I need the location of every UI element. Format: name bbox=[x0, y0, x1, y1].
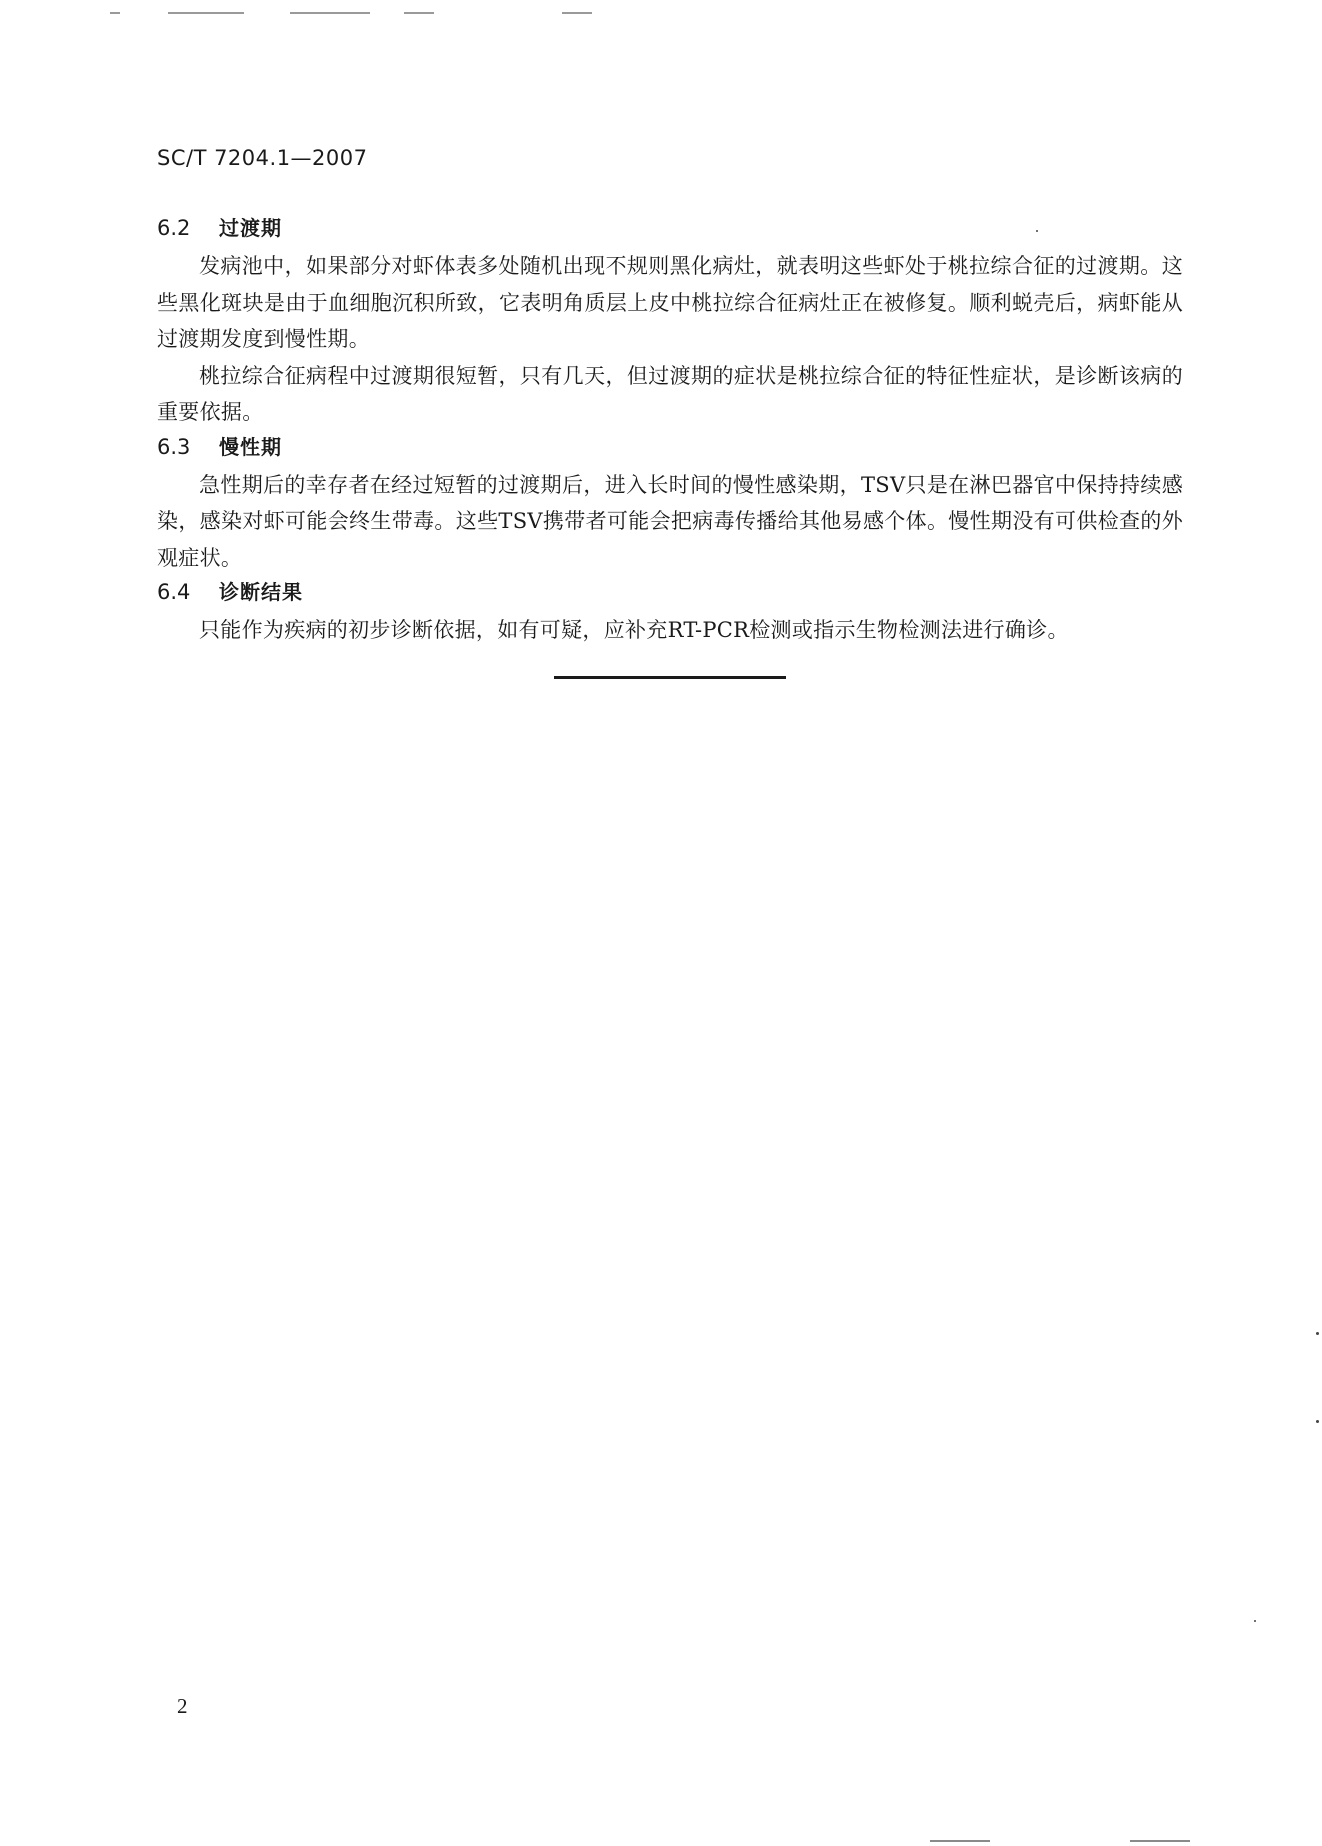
scan-speck bbox=[1254, 1620, 1256, 1622]
paragraph: 只能作为疾病的初步诊断依据，如有可疑，应补充RT-PCR检测或指示生物检测法进行确诊。 bbox=[199, 618, 1069, 642]
section-number: 6.4 bbox=[157, 580, 191, 604]
scan-artifact bbox=[110, 12, 120, 14]
section-title: 过渡期 bbox=[219, 216, 282, 240]
scan-speck bbox=[1316, 1420, 1319, 1423]
scan-artifact bbox=[404, 12, 434, 14]
paragraph: 桃拉综合征病程中过渡期很短暂，只有几天，但过渡期的症状是桃拉综合征的特征性症状，是诊断该病的重要依据。 bbox=[157, 363, 1183, 424]
section-title: 诊断结果 bbox=[219, 580, 303, 604]
section-title: 慢性期 bbox=[219, 434, 282, 459]
document-code: SC/T 7204.1—2007 bbox=[157, 146, 368, 170]
scan-artifact bbox=[1130, 1840, 1190, 1842]
section-number: 6.2 bbox=[157, 216, 191, 240]
scan-artifact bbox=[562, 12, 592, 14]
end-of-document-rule bbox=[554, 676, 786, 679]
section-heading bbox=[157, 576, 1183, 612]
scan-speck bbox=[1036, 230, 1038, 232]
page-number: 2 bbox=[177, 1694, 188, 1718]
section-number: 6.3 bbox=[157, 434, 191, 459]
scan-artifact bbox=[290, 12, 370, 14]
paragraph: 发病池中，如果部分对虾体表多处随机出现不规则黑化病灶，就表明这些虾处于桃拉综合征的过渡期。这些黑化斑块是由于血细胞沉积所致，它表明角质层上皮中桃拉综合征病灶正在被修复。顺利蜕壳后，病虾能从过渡期发度到慢性期。 bbox=[157, 254, 1183, 351]
scan-speck bbox=[1316, 1332, 1319, 1335]
paragraph: 急性期后的幸存者在经过短暂的过渡期后，进入长时间的慢性感染期，TSV只是在淋巴器官中保持持续感染，感染对虾可能会终生带毒。这些TSV携带者可能会把病毒传播给其他易感个体。慢性期没有可供检查的外观症状。 bbox=[157, 472, 1183, 570]
document-body bbox=[157, 212, 1183, 649]
scan-artifact bbox=[168, 12, 244, 14]
section-heading bbox=[157, 212, 1183, 248]
scan-artifact bbox=[930, 1840, 990, 1842]
section-heading bbox=[157, 431, 1183, 467]
